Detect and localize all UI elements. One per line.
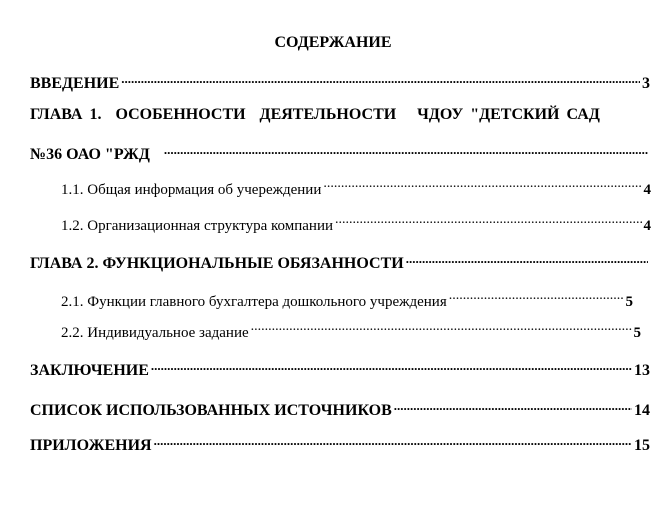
dot-leader <box>151 355 632 375</box>
toc-entry-label: 2.2. Индивидуальное задание <box>61 325 249 341</box>
toc-entry-section-2-1[interactable] <box>61 286 633 312</box>
toc-entry-page: 5 <box>633 325 641 341</box>
dot-leader <box>335 210 642 230</box>
toc-entry-label: 2.1. Функции главного бухгалтера дошкольного учреждения <box>61 294 447 310</box>
toc-entry-page: 4 <box>643 182 651 198</box>
dot-leader <box>121 68 640 88</box>
toc-entry-chapter-2[interactable] <box>30 248 650 274</box>
toc-entry-conclusion[interactable] <box>30 355 650 381</box>
dot-leader <box>406 248 648 268</box>
toc-entry-label: ВВЕДЕНИЕ <box>30 75 120 92</box>
dot-leader <box>323 174 641 194</box>
toc-entry-section-2-2[interactable] <box>61 317 641 343</box>
toc-title: СОДЕРЖАНИЕ <box>274 34 392 51</box>
dot-leader <box>154 430 632 450</box>
toc-entry-page: 14 <box>634 402 650 419</box>
toc-entry-page: 4 <box>643 218 651 234</box>
toc-entry-chapter-1-line-1[interactable] <box>30 105 650 125</box>
toc-entry-appendices[interactable] <box>30 430 650 456</box>
toc-entry-page: 5 <box>625 294 633 310</box>
dot-leader <box>394 395 632 415</box>
toc-entry-label: №36 ОАО "РЖД <box>30 146 150 163</box>
toc-entry-label: ЗАКЛЮЧЕНИЕ <box>30 362 149 379</box>
toc-entry-section-1-1[interactable] <box>61 174 651 200</box>
dot-leader <box>251 317 632 337</box>
toc-entry-label: ПРИЛОЖЕНИЯ <box>30 437 152 454</box>
toc-entry-chapter-1-line-2[interactable] <box>30 139 650 165</box>
dot-leader <box>449 286 624 306</box>
toc-entry-label: ГЛАВА 1. ОСОБЕННОСТИ ДЕЯТЕЛЬНОСТИ ЧДОУ "ДЕТСКИЙ САД <box>30 106 600 123</box>
toc-entry-introduction[interactable] <box>30 68 650 94</box>
toc-entry-label: СПИСОК ИСПОЛЬЗОВАННЫХ ИСТОЧНИКОВ <box>30 402 392 419</box>
toc-entry-page: 3 <box>642 75 650 92</box>
dot-leader <box>164 139 648 159</box>
toc-entry-page: 15 <box>634 437 650 454</box>
toc-entry-label: 1.2. Организационная структура компании <box>61 218 333 234</box>
toc-entry-label: 1.1. Общая информация об учереждении <box>61 182 322 198</box>
toc-entry-label: ГЛАВА 2. ФУНКЦИОНАЛЬНЫЕ ОБЯЗАННОСТИ <box>30 255 404 272</box>
toc-entry-section-1-2[interactable] <box>61 210 651 236</box>
toc-entry-page: 13 <box>634 362 650 379</box>
toc-entry-references[interactable] <box>30 395 650 421</box>
